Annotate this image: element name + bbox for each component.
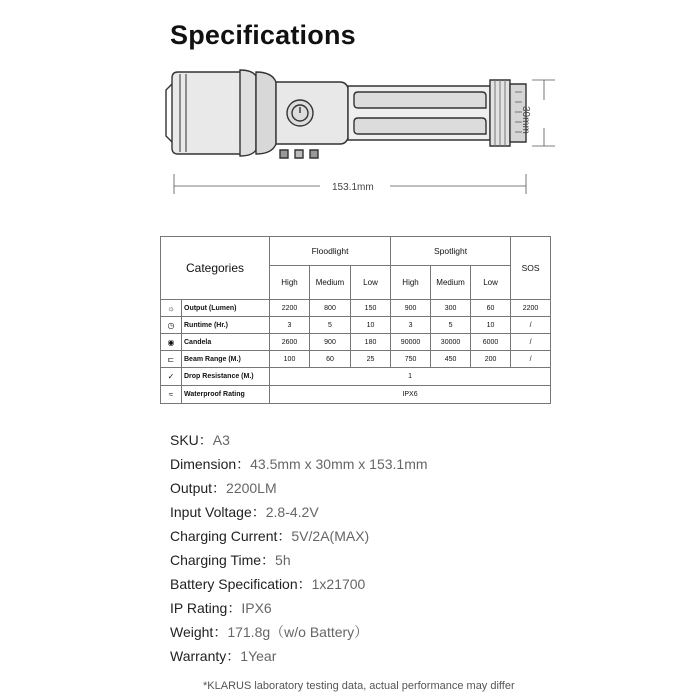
spec-weight: [170, 622, 368, 642]
table-cell: 2600: [270, 334, 310, 351]
footnote: *KLARUS laboratory testing data, actual performance may differ: [203, 680, 515, 692]
spec-ip-rating: [170, 598, 272, 618]
spec-battery: [170, 574, 365, 594]
sub-header: Medium: [310, 266, 351, 300]
row-label: Drop Resistance (M.): [182, 368, 270, 386]
candela-icon: ◉: [161, 334, 182, 351]
runtime-icon: ◷: [161, 317, 182, 334]
row-label: Candela: [182, 334, 270, 351]
sub-header: High: [270, 266, 310, 300]
spotlight-header: Spotlight: [391, 237, 511, 266]
spec-value: 171.8g（w/o Battery）: [227, 624, 369, 640]
spec-value: 1Year: [240, 648, 277, 664]
spec-output: [170, 478, 277, 498]
categories-header: Categories: [161, 237, 270, 300]
table-cell: 800: [310, 300, 351, 317]
sos-header: SOS: [511, 237, 551, 300]
table-cell: 5: [310, 317, 351, 334]
spec-label: Charging Current：: [170, 528, 292, 544]
page-title: Specifications: [170, 20, 356, 50]
table-cell: 100: [270, 351, 310, 368]
table-cell: 300: [431, 300, 471, 317]
table-cell: 6000: [471, 334, 511, 351]
spec-label: Weight：: [170, 624, 228, 640]
spec-label: Battery Specification：: [170, 576, 312, 592]
sub-header: High: [391, 266, 431, 300]
table-cell: 60: [471, 300, 511, 317]
row-label: Waterproof Rating: [182, 386, 270, 404]
table-cell: 90000: [391, 334, 431, 351]
table-cell: 200: [471, 351, 511, 368]
table-cell: 1: [270, 368, 551, 386]
spec-value: IPX6: [241, 600, 272, 616]
spec-label: Input Voltage：: [170, 504, 266, 520]
output-icon: ☼: [161, 300, 182, 317]
table-row-output: [161, 300, 551, 317]
row-label: Output (Lumen): [182, 300, 270, 317]
spec-value: 5V/2A(MAX): [291, 528, 370, 544]
spec-label: SKU：: [170, 432, 213, 448]
table-cell: 30000: [431, 334, 471, 351]
spec-charging-time: [170, 550, 291, 570]
sub-header: Medium: [431, 266, 471, 300]
spec-value: 2.8-4.2V: [265, 504, 319, 520]
table-row-beam-range: [161, 351, 551, 368]
spec-input-voltage: [170, 502, 319, 522]
table-cell: 2200: [511, 300, 551, 317]
waterproof-icon: ≈: [161, 386, 182, 404]
sub-header: Low: [471, 266, 511, 300]
table-cell: 900: [391, 300, 431, 317]
spec-charging-current: [170, 526, 369, 546]
table-cell: 60: [310, 351, 351, 368]
table-cell: 750: [391, 351, 431, 368]
row-label: Runtime (Hr.): [182, 317, 270, 334]
table-cell: IPX6: [270, 386, 551, 404]
table-cell: 10: [351, 317, 391, 334]
floodlight-header: Floodlight: [270, 237, 391, 266]
drop-icon: ✓: [161, 368, 182, 386]
table-cell: 25: [351, 351, 391, 368]
table-cell: /: [511, 351, 551, 368]
spec-label: Charging Time：: [170, 552, 276, 568]
length-dimension-label: 153.1mm: [328, 182, 378, 193]
spec-dimension: [170, 454, 428, 474]
table-cell: 450: [431, 351, 471, 368]
spec-value: 1x21700: [311, 576, 366, 592]
table-cell: 180: [351, 334, 391, 351]
spec-label: Dimension：: [170, 456, 251, 472]
table-cell: 5: [431, 317, 471, 334]
table-cell: 3: [270, 317, 310, 334]
table-cell: /: [511, 334, 551, 351]
table-cell: /: [511, 317, 551, 334]
spec-value: A3: [212, 432, 230, 448]
spec-value: 2200LM: [226, 480, 277, 496]
table-cell: 2200: [270, 300, 310, 317]
table-cell: 900: [310, 334, 351, 351]
row-label: Beam Range (M.): [182, 351, 270, 368]
spec-warranty: [170, 646, 276, 666]
table-row-waterproof: [161, 386, 551, 404]
spec-value: 5h: [275, 552, 291, 568]
beam-range-icon: ⊏: [161, 351, 182, 368]
spec-value: 43.5mm x 30mm x 153.1mm: [250, 456, 428, 472]
sub-header: Low: [351, 266, 391, 300]
flashlight-diagram: [160, 62, 560, 197]
spec-label: Output：: [170, 480, 227, 496]
spec-table: [160, 236, 551, 404]
table-cell: 10: [471, 317, 511, 334]
table-cell: 150: [351, 300, 391, 317]
table-row-drop: [161, 368, 551, 386]
table-cell: 3: [391, 317, 431, 334]
spec-sku: [170, 430, 230, 450]
table-row-runtime: [161, 317, 551, 334]
table-row-candela: [161, 334, 551, 351]
spec-label: Warranty：: [170, 648, 241, 664]
spec-label: IP Rating：: [170, 600, 242, 616]
height-dimension-label: 30mm: [520, 106, 531, 134]
